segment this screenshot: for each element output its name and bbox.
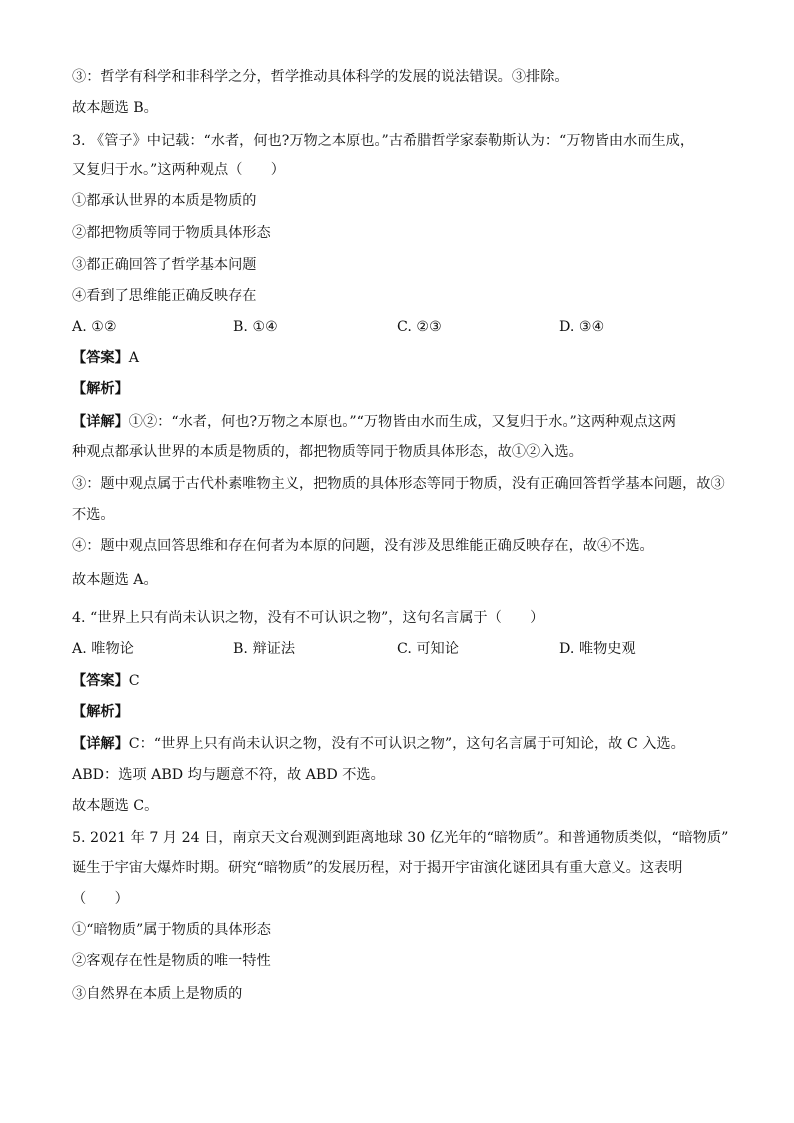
explanation-line <box>72 413 676 431</box>
text-line: 种观点都承认世界的本质是物质的，都把物质等同于物质具体形态，故①②入选。 <box>72 444 583 460</box>
statement-1: ①都承认世界的本质是物质的 <box>72 193 257 209</box>
text-line: 故本题选 C。 <box>72 798 159 814</box>
answer-value: C <box>128 673 140 689</box>
explanation-line <box>72 735 685 753</box>
option-a: A. 唯物论 <box>72 641 134 657</box>
question-3-stem-cont: 又复归于水。”这两种观点（ ） <box>72 162 285 178</box>
question-5-stem-cont: 诞生于宇宙大爆炸时期。研究“暗物质”的发展历程，对于揭开宇宙演化谜团具有重大意义。这表明 <box>72 860 683 876</box>
answer-value: A <box>128 350 140 366</box>
statement-3: ③都正确回答了哲学基本问题 <box>72 257 257 273</box>
option-d: D. ③④ <box>559 319 605 335</box>
statement-1: ①“暗物质”属于物质的具体形态 <box>72 922 271 938</box>
option-c: C. 可知论 <box>397 641 459 657</box>
text-line: 故本题选 B。 <box>72 100 158 116</box>
answer-tag: 【答案】 <box>72 350 129 366</box>
text-line: ④：题中观点回答思维和存在何者为本原的问题，没有涉及思维能正确反映存在，故④不选。 <box>72 538 654 554</box>
text-line: ③：题中观点属于古代朴素唯物主义，把物质的具体形态等同于物质，没有正确回答哲学基本问题，故③ <box>72 476 725 492</box>
statement-2: ②都把物质等同于物质具体形态 <box>72 225 271 241</box>
analysis-tag: 【解析】 <box>72 381 129 397</box>
answer-line <box>72 672 140 690</box>
explanation-text: C：“世界上只有尚未认识之物，没有不可认识之物”，这句名言属于可知论，故 C 入选。 <box>128 736 685 752</box>
option-a: A. ①② <box>72 319 117 335</box>
explanation-tag: 【详解】 <box>72 736 129 752</box>
text-line: 故本题选 A。 <box>72 572 158 588</box>
option-b: B. 辩证法 <box>233 641 296 657</box>
question-5-paren: （ ） <box>72 891 129 907</box>
text-line: 不选。 <box>72 507 115 523</box>
question-5-stem: 5. 2021 年 7 月 24 日，南京天文台观测到距离地球 30 亿光年的“暗物质”。和普通物质类似，“暗物质” <box>72 830 729 846</box>
option-c: C. ②③ <box>397 319 442 335</box>
option-d: D. 唯物史观 <box>559 641 636 657</box>
statement-3: ③自然界在本质上是物质的 <box>72 986 243 1002</box>
text-line: ABD：选项 ABD 均与题意不符，故 ABD 不选。 <box>72 767 385 783</box>
statement-4: ④看到了思维能正确反映存在 <box>72 288 257 304</box>
explanation-text: ①②：“水者，何也?万物之本原也。”“万物皆由水而生成，又复归于水。”这两种观点这两 <box>128 414 677 430</box>
question-4-stem: 4. “世界上只有尚未认识之物，没有不可认识之物”，这句名言属于（ ） <box>72 610 545 626</box>
statement-2: ②客观存在性是物质的唯一特性 <box>72 953 271 969</box>
option-b: B. ①④ <box>233 319 278 335</box>
explanation-tag: 【详解】 <box>72 414 129 430</box>
analysis-tag: 【解析】 <box>72 704 129 720</box>
answer-tag: 【答案】 <box>72 673 129 689</box>
text-line: ③：哲学有科学和非科学之分，哲学推动具体科学的发展的说法错误。③排除。 <box>72 69 569 85</box>
question-3-stem: 3. 《管子》中记载：“水者，何也?万物之本原也。”古希腊哲学家泰勒斯认为：“万物皆由水而生成， <box>72 133 695 149</box>
answer-line <box>72 349 139 367</box>
